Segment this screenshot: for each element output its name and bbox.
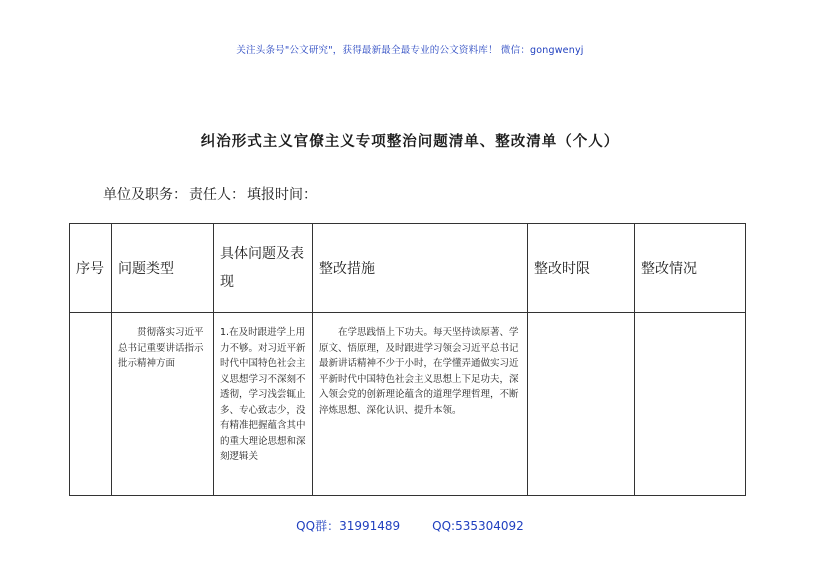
table-header-row: [70, 224, 746, 313]
time-label: 填报时间：: [247, 187, 317, 203]
header-type: 问题类型: [112, 224, 214, 313]
footer-contact: [0, 517, 820, 534]
cell-measure[interactable]: 在学思践悟上下功夫。每天坚持读原著、学原文、悟原理，及时跟进学习领会习近平总书记最新讲话精神不少于小时，在学懂弄通做实习近平新时代中国特色社会主义思想上下足功夫，深入领会党的创新理论蕴含的道理学理哲理，不断淬炼思想、深化认识、提升本领。: [313, 313, 528, 496]
unit-label: 单位及职务：: [103, 187, 187, 203]
header-banner: 关注头条号"公文研究"，获得最新最全最专业的公文资料库！ 微信：gongwenyj: [236, 45, 584, 56]
qq-group: QQ群：31991489: [296, 519, 401, 533]
person-label: 责任人：: [189, 187, 245, 203]
document-meta: [103, 184, 319, 204]
document-title: 纠治形式主义官僚主义专项整治问题清单、整改清单（个人）: [200, 134, 620, 150]
header-deadline: 整改时限: [528, 224, 635, 313]
cell-status[interactable]: [635, 313, 746, 496]
cell-index[interactable]: [70, 313, 112, 496]
header-index: 序号: [70, 224, 112, 313]
header-measure: 整改措施: [313, 224, 528, 313]
cell-deadline[interactable]: [528, 313, 635, 496]
header-status: 整改情况: [635, 224, 746, 313]
issues-table: [69, 223, 746, 496]
header-detail: 具体问题及表现: [214, 224, 313, 313]
qq-number: QQ:535304092: [432, 519, 524, 533]
cell-type[interactable]: 贯彻落实习近平总书记重要讲话指示批示精神方面: [112, 313, 214, 496]
cell-detail[interactable]: 1.在及时跟进学上用力不够。对习近平新时代中国特色社会主义思想学习不深刻不透彻，学习浅尝辄止多、专心致志少，没有精准把握蕴含其中的重大理论思想和深刻逻辑关: [214, 313, 313, 496]
table-row: [70, 313, 746, 496]
